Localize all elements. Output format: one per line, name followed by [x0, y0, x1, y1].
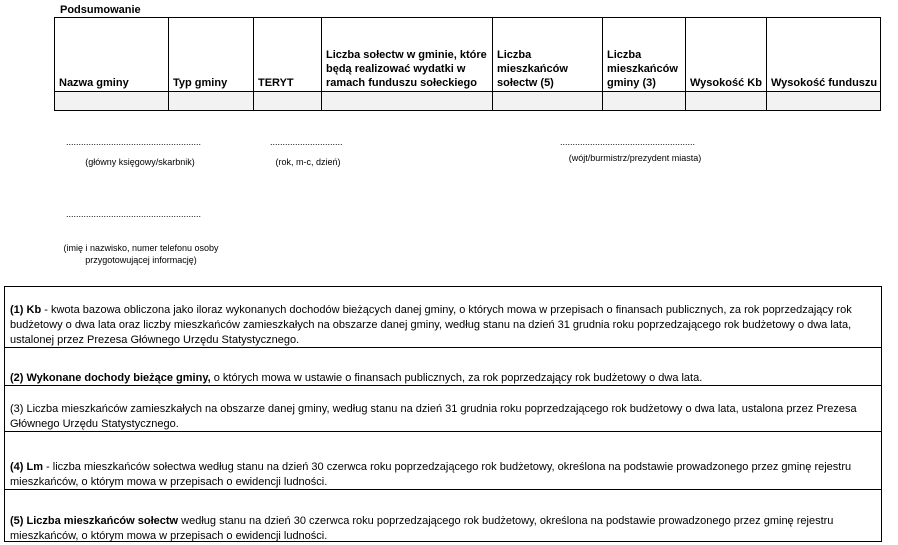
preparer-line[interactable]: ...................................................... — [66, 209, 202, 219]
header-municipality-name: Nazwa gminy — [59, 77, 129, 89]
date-line[interactable]: ............................. — [270, 137, 343, 147]
footnote-1 — [5, 287, 881, 348]
input-village-residents[interactable] — [493, 91, 602, 110]
column-village-count — [322, 18, 493, 110]
preparer-caption: (imię i nazwisko, numer telefonu osoby przygotowującej informację) — [63, 243, 219, 265]
input-municipality-name[interactable] — [55, 91, 168, 110]
footnote-3 — [5, 386, 881, 432]
accountant-signature-line[interactable]: ...................................................... — [66, 137, 202, 147]
accountant-caption: (główny księgowy/skarbnik) — [85, 157, 195, 167]
header-municipality-residents: Liczba mieszkańców gminy (3) — [607, 49, 678, 89]
footnote-2 — [5, 348, 881, 386]
footnotes-box — [4, 286, 882, 542]
footnote-5-label: (5) Liczba mieszkańców sołectw — [10, 515, 179, 527]
column-teryt — [254, 18, 322, 110]
header-village-residents: Liczba mieszkańców sołectw (5) — [497, 49, 568, 89]
footnote-5-text: według stanu na dzień 30 czerwca roku poprzedzającego rok budżetowy, określona na podstawie prowadzonego przez gminę rejestru mieszkańców, o którym mowa w przepisach o ewidencji ludności. — [10, 515, 834, 542]
footnote-1-text: - kwota bazowa obliczona jako iloraz wykonanych dochodów bieżących danej gminy, o których mowa w przepisach o finansach publicznych, za rok poprzedzający rok budżetowy o dwa lata oraz liczby mieszkańców zamieszkałych na obszarze danej gminy, według stanu na dzień 31 grudnia roku poprzedzającego rok budżetowy o dwa lata, ustalonej przez Prezesa Głównego Urzędu Statystycznego. — [10, 304, 852, 346]
input-teryt[interactable] — [254, 91, 321, 110]
column-municipality-name — [55, 18, 169, 110]
header-kb-amount: Wysokość Kb — [690, 77, 762, 89]
footnote-2-label: (2) Wykonane dochody bieżące gminy, — [10, 372, 211, 384]
header-teryt: TERYT — [258, 77, 294, 89]
input-fund-amount[interactable] — [767, 91, 880, 110]
date-caption: (rok, m-c, dzień) — [275, 157, 341, 167]
header-municipality-type: Typ gminy — [173, 77, 228, 89]
footnote-5 — [5, 490, 881, 541]
column-municipality-type — [169, 18, 254, 110]
footnote-2-text: o których mowa w ustawie o finansach publicznych, za rok poprzedzający rok budżetowy o dwa lata. — [210, 372, 703, 384]
header-fund-amount: Wysokość funduszu — [771, 77, 878, 89]
footnote-4 — [5, 432, 881, 490]
column-fund-amount — [767, 18, 880, 110]
header-village-count: Liczba sołectw w gminie, które będą realizować wydatki w ramach funduszu sołeckiego — [326, 49, 487, 89]
input-municipality-residents[interactable] — [603, 91, 685, 110]
footnote-1-label: (1) Kb — [10, 304, 42, 316]
column-village-residents — [493, 18, 603, 110]
footnote-4-text: - liczba mieszkańców sołectwa według stanu na dzień 30 czerwca roku poprzedzającego rok budżetowy, określona na podstawie prowadzonego przez gminę rejestru mieszkańców, o którym mowa w przepisach o ewidencji ludności. — [10, 461, 852, 488]
input-kb-amount[interactable] — [686, 91, 766, 110]
footnote-3-text: (3) Liczba mieszkańców zamieszkałych na obszarze danej gminy, według stanu na dzień 31 grudnia roku poprzedzającego rok budżetowy o dwa lata, ustalona przez Prezesa Głównego Urzędu Statystycznego. — [10, 403, 857, 430]
column-municipality-residents — [603, 18, 686, 110]
summary-table — [54, 17, 881, 111]
column-kb-amount — [686, 18, 767, 110]
page-title: Podsumowanie — [60, 4, 141, 16]
mayor-caption: (wójt/burmistrz/prezydent miasta) — [568, 153, 702, 163]
input-municipality-type[interactable] — [169, 91, 253, 110]
mayor-signature-line[interactable]: ...................................................... — [560, 137, 696, 147]
footnote-4-label: (4) Lm — [10, 461, 43, 473]
input-village-count[interactable] — [322, 91, 492, 110]
